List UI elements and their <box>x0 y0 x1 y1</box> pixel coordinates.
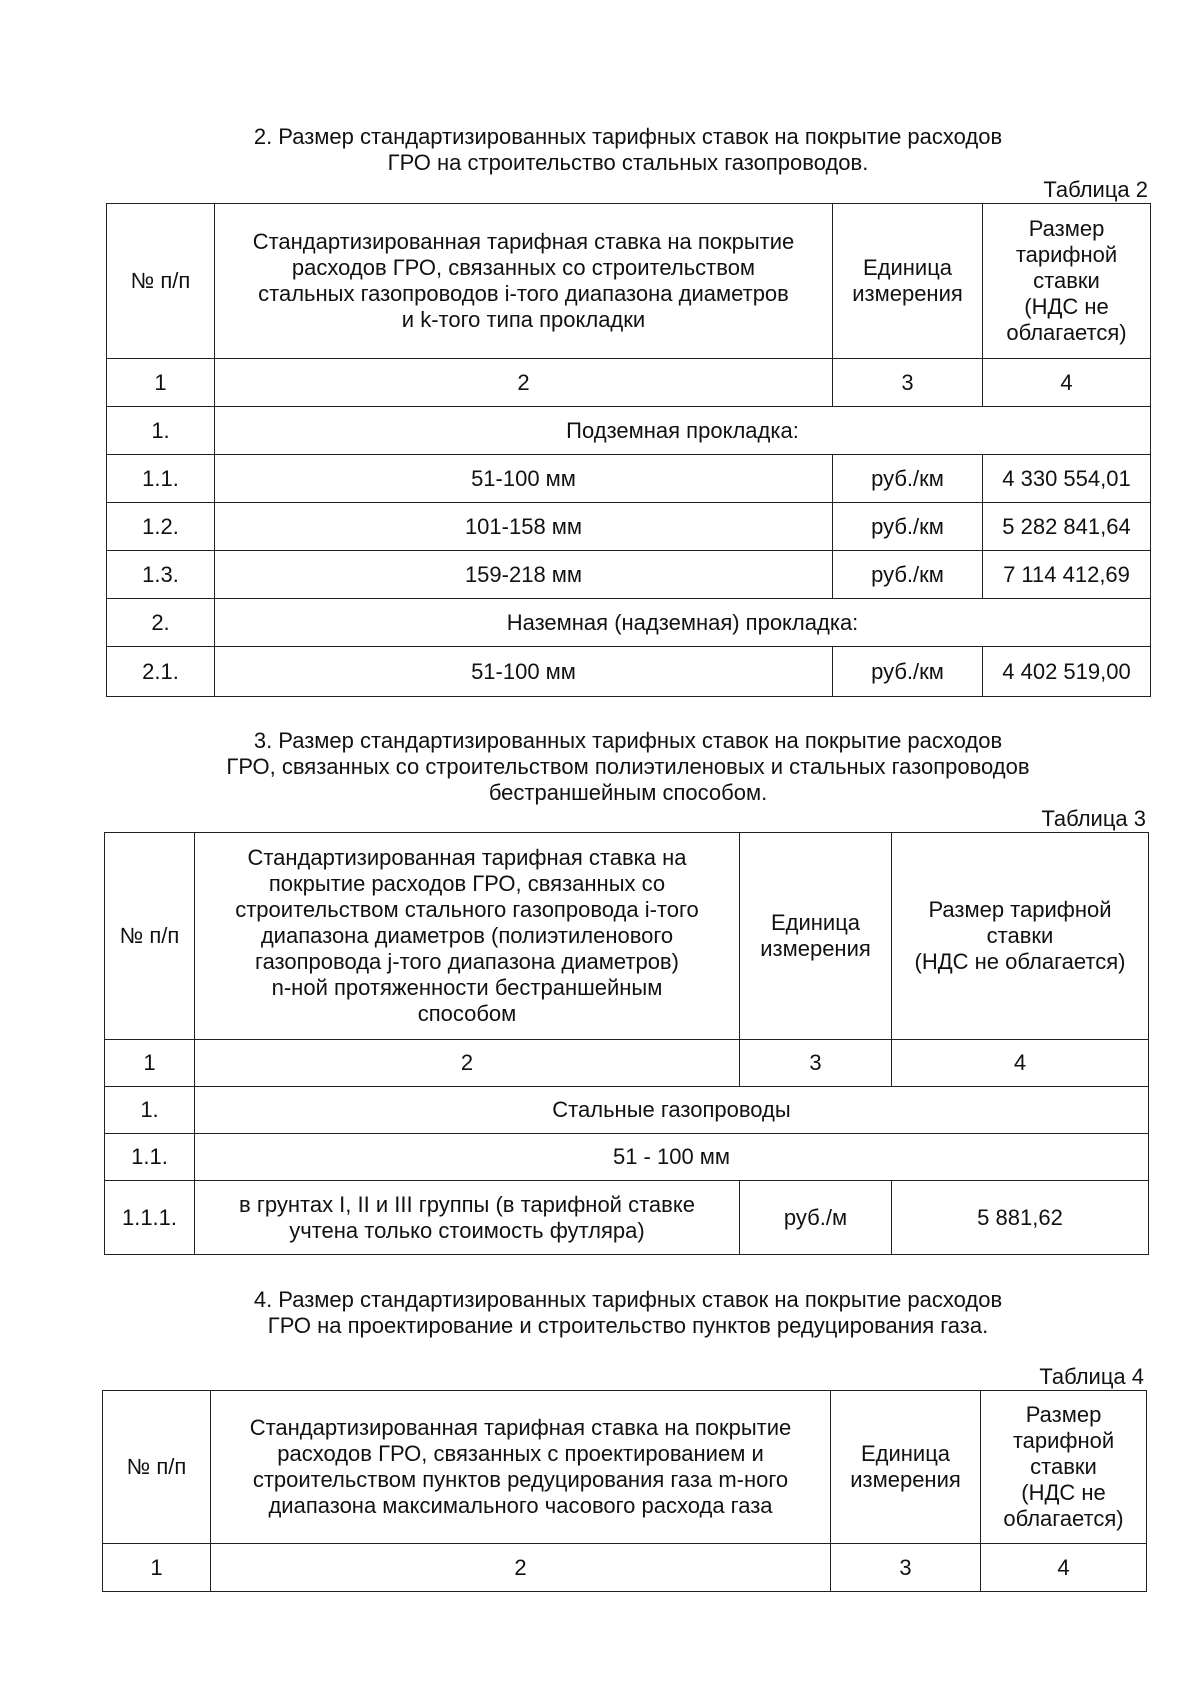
row-num: 1.1. <box>105 1134 195 1181</box>
header-desc: Стандартизированная тарифная ставка на покрытие расходов ГРО, связанных со строительством стальных газопроводов i-того диапазона диаметров и k-того типа прокладки <box>215 204 833 359</box>
row-num: 1.3. <box>107 551 215 599</box>
header-desc: Стандартизированная тарифная ставка на покрытие расходов ГРО, связанных с проектированием и строительством пунктов редуцирования газа m-ного диапазона максимального часового расхода газа <box>211 1391 831 1544</box>
group-label: Наземная (надземная) прокладка: <box>215 599 1151 647</box>
col-number: 4 <box>892 1040 1149 1087</box>
section-3-heading-line: 3. Размер стандартизированных тарифных ставок на покрытие расходов <box>253 728 1003 753</box>
table-3 <box>104 832 1149 1255</box>
section-3-heading-line: ГРО, связанных со строительством полиэтиленовых и стальных газопроводов <box>226 754 1030 779</box>
row-rate: 4 330 554,01 <box>983 455 1151 503</box>
col-number: 2 <box>215 359 833 407</box>
group-label: Стальные газопроводы <box>195 1087 1149 1134</box>
row-rate: 5 881,62 <box>892 1181 1149 1255</box>
group-label: 51 - 100 мм <box>195 1134 1149 1181</box>
section-3-heading-line: бестраншейным способом. <box>488 780 768 805</box>
table-2-label: Таблица 2 <box>1043 177 1148 202</box>
col-number: 3 <box>831 1544 981 1592</box>
col-number: 3 <box>833 359 983 407</box>
row-unit: руб./км <box>833 455 983 503</box>
table-4-label: Таблица 4 <box>1039 1364 1144 1389</box>
header-rate: Размер тарифной ставки (НДС не облагается) <box>981 1391 1147 1544</box>
row-desc: в грунтах I, II и III группы (в тарифной ставке учтена только стоимость футляра) <box>195 1181 740 1255</box>
column-number-row <box>103 1544 1147 1592</box>
col-number: 1 <box>103 1544 211 1592</box>
row-num: 1. <box>107 407 215 455</box>
table-row <box>105 1134 1149 1181</box>
section-2-heading <box>104 124 1152 176</box>
header-rate: Размер тарифной ставки (НДС не облагается) <box>983 204 1151 359</box>
row-num: 1.1.1. <box>105 1181 195 1255</box>
col-number: 2 <box>211 1544 831 1592</box>
table-row <box>107 647 1151 697</box>
section-3-heading <box>104 728 1152 806</box>
row-num: 1.1. <box>107 455 215 503</box>
section-2-heading-line: ГРО на строительство стальных газопроводов. <box>387 150 869 175</box>
column-number-row <box>107 359 1151 407</box>
header-num: № п/п <box>105 833 195 1040</box>
row-unit: руб./м <box>740 1181 892 1255</box>
header-num: № п/п <box>103 1391 211 1544</box>
row-unit: руб./км <box>833 551 983 599</box>
row-desc: 51-100 мм <box>215 647 833 697</box>
section-4-heading-line: 4. Размер стандартизированных тарифных ставок на покрытие расходов <box>253 1287 1003 1312</box>
table-3-label: Таблица 3 <box>1041 806 1146 831</box>
section-2-heading-line: 2. Размер стандартизированных тарифных ставок на покрытие расходов <box>253 124 1003 149</box>
row-num: 1.2. <box>107 503 215 551</box>
group-label: Подземная прокладка: <box>215 407 1151 455</box>
row-rate: 4 402 519,00 <box>983 647 1151 697</box>
table-2 <box>106 203 1151 697</box>
row-desc: 51-100 мм <box>215 455 833 503</box>
col-number: 4 <box>983 359 1151 407</box>
header-rate: Размер тарифной ставки (НДС не облагается) <box>892 833 1149 1040</box>
table-row <box>107 599 1151 647</box>
header-unit: Единица измерения <box>740 833 892 1040</box>
table-row <box>107 455 1151 503</box>
header-desc: Стандартизированная тарифная ставка на покрытие расходов ГРО, связанных со строительством стального газопровода i-того диапазона диаметров (полиэтиленового газопровода j-того диапазона диаметров) n-ной протяженности бестраншейным способом <box>195 833 740 1040</box>
column-number-row <box>105 1040 1149 1087</box>
table-row <box>107 551 1151 599</box>
row-desc: 159-218 мм <box>215 551 833 599</box>
col-number: 4 <box>981 1544 1147 1592</box>
row-rate: 7 114 412,69 <box>983 551 1151 599</box>
section-4-heading-line: ГРО на проектирование и строительство пунктов редуцирования газа. <box>267 1313 989 1338</box>
row-num: 2. <box>107 599 215 647</box>
row-num: 2.1. <box>107 647 215 697</box>
col-number: 3 <box>740 1040 892 1087</box>
col-number: 2 <box>195 1040 740 1087</box>
row-num: 1. <box>105 1087 195 1134</box>
table-row <box>105 1181 1149 1255</box>
header-unit: Единица измерения <box>833 204 983 359</box>
section-4-heading <box>104 1287 1152 1339</box>
header-unit: Единица измерения <box>831 1391 981 1544</box>
row-rate: 5 282 841,64 <box>983 503 1151 551</box>
col-number: 1 <box>107 359 215 407</box>
table-row <box>107 407 1151 455</box>
col-number: 1 <box>105 1040 195 1087</box>
table-row <box>105 1087 1149 1134</box>
table-row <box>107 503 1151 551</box>
table-4 <box>102 1390 1147 1592</box>
row-unit: руб./км <box>833 647 983 697</box>
row-unit: руб./км <box>833 503 983 551</box>
header-num: № п/п <box>107 204 215 359</box>
row-desc: 101-158 мм <box>215 503 833 551</box>
